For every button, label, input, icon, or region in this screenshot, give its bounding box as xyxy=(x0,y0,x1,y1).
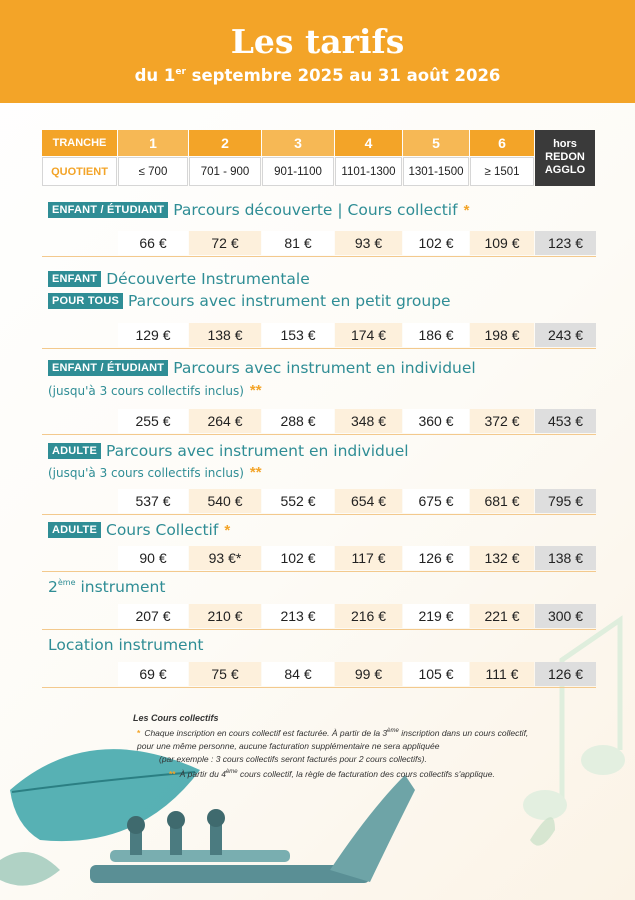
tranche-4: 4 xyxy=(335,130,402,156)
subtitle-start: du 1 xyxy=(134,66,176,85)
badge-pour-tous: POUR TOUS xyxy=(48,293,123,309)
quotient-4: 1101-1300 xyxy=(335,157,402,186)
price-tranche-1: 69 € xyxy=(118,662,188,686)
footnotes-title: Les Cours collectifs xyxy=(133,713,219,723)
tranche-label: TRANCHE xyxy=(42,130,117,156)
tranche-5: 5 xyxy=(403,130,469,156)
footnote-2-text-b: cours collectif, la règle de facturation des cours collectifs s'applique. xyxy=(237,769,495,779)
price-tranche-3: 102 € xyxy=(262,546,334,570)
asterisk: * xyxy=(137,728,141,738)
title-sup: ème xyxy=(57,578,76,587)
footnote-1-text-a: Chaque inscription en cours collectif est facturée. À partir de la 3 xyxy=(144,728,388,738)
hors-line1: hors xyxy=(553,138,577,150)
section-title: Location instrument xyxy=(48,636,204,654)
price-tranche-5: 675 € xyxy=(403,489,469,513)
asterisk: * xyxy=(224,521,231,539)
footnote-1 xyxy=(133,725,533,753)
footnote-1-example: (par exemple : 3 cours collectifs seront facturés pour 2 cours collectifs). xyxy=(159,754,427,764)
badge-enfant-etudiant: ENFANT / ÉTUDIANT xyxy=(48,360,168,376)
section-title xyxy=(48,578,165,596)
quotient-6: ≥ 1501 xyxy=(470,157,534,186)
double-asterisk: ** xyxy=(169,769,176,779)
title-pre: 2 xyxy=(48,578,58,596)
footnote-2 xyxy=(133,766,533,781)
section-5-heading xyxy=(48,521,230,539)
price-tranche-6: 221 € xyxy=(470,604,534,628)
section-3-subheading xyxy=(48,382,262,399)
tranche-1: 1 xyxy=(118,130,188,156)
price-hors-agglo: 453 € xyxy=(535,409,596,433)
section-note: (jusqu'à 3 cours collectifs inclus) xyxy=(48,383,244,398)
section-1-heading xyxy=(48,201,469,219)
section-3-heading xyxy=(48,359,476,377)
price-hors-agglo: 795 € xyxy=(535,489,596,513)
double-asterisk: ** xyxy=(249,382,262,399)
price-row-3 xyxy=(42,409,596,433)
price-tranche-2: 138 € xyxy=(189,323,261,347)
section-7-heading xyxy=(48,636,204,654)
price-hors-agglo: 123 € xyxy=(535,231,596,255)
price-tranche-6: 198 € xyxy=(470,323,534,347)
section-4-subheading xyxy=(48,464,262,481)
price-tranche-1: 129 € xyxy=(118,323,188,347)
price-tranche-4: 174 € xyxy=(335,323,402,347)
section-6-heading xyxy=(48,578,165,596)
price-tranche-3: 153 € xyxy=(262,323,334,347)
price-tranche-1: 537 € xyxy=(118,489,188,513)
tranche-6: 6 xyxy=(470,130,534,156)
badge-enfant-etudiant: ENFANT / ÉTUDIANT xyxy=(48,202,168,218)
footnote-1-sup: ème xyxy=(387,728,399,734)
price-tranche-5: 186 € xyxy=(403,323,469,347)
price-row-7 xyxy=(42,662,596,686)
badge-adulte: ADULTE xyxy=(48,522,101,538)
price-tranche-4: 348 € xyxy=(335,409,402,433)
price-tranche-3: 288 € xyxy=(262,409,334,433)
price-tranche-4: 117 € xyxy=(335,546,402,570)
price-hors-agglo: 126 € xyxy=(535,662,596,686)
price-tranche-5: 102 € xyxy=(403,231,469,255)
section-2-subheading xyxy=(48,292,451,310)
price-tranche-2: 210 € xyxy=(189,604,261,628)
price-tranche-5: 126 € xyxy=(403,546,469,570)
quotient-3: 901-1100 xyxy=(262,157,334,186)
section-note: (jusqu'à 3 cours collectifs inclus) xyxy=(48,465,244,480)
section-title-2: Parcours avec instrument en petit groupe xyxy=(128,292,451,310)
section-title: Parcours découverte | Cours collectif xyxy=(173,201,458,219)
price-tranche-4: 654 € xyxy=(335,489,402,513)
price-row-6 xyxy=(42,604,596,628)
footnote-2-text-a: À partir du 4 xyxy=(179,769,226,779)
hors-line3: AGGLO xyxy=(544,164,586,176)
price-row-1 xyxy=(42,231,596,255)
price-tranche-6: 372 € xyxy=(470,409,534,433)
footnote-2-sup: ème xyxy=(225,769,238,775)
price-tranche-3: 81 € xyxy=(262,231,334,255)
price-tranche-2: 264 € xyxy=(189,409,261,433)
trumpet-illustration xyxy=(70,770,420,900)
price-tranche-3: 84 € xyxy=(262,662,334,686)
price-tranche-2: 540 € xyxy=(189,489,261,513)
footnotes xyxy=(133,712,533,781)
footnote-1-text-b: inscription dans un cours collectif, pour une même personne, aucune facturation supplémentaire ne sera appliquée xyxy=(137,728,529,751)
price-row-2 xyxy=(42,323,596,347)
section-title: Parcours avec instrument en individuel xyxy=(173,359,476,377)
hors-line2: REDON xyxy=(545,151,585,163)
quotient-5: 1301-1500 xyxy=(403,157,469,186)
tranche-3: 3 xyxy=(262,130,334,156)
title-post: instrument xyxy=(75,578,166,596)
price-tranche-6: 681 € xyxy=(470,489,534,513)
badge-enfant: ENFANT xyxy=(48,271,101,287)
price-tranche-3: 552 € xyxy=(262,489,334,513)
quotient-2: 701 - 900 xyxy=(189,157,261,186)
price-tranche-1: 66 € xyxy=(118,231,188,255)
price-tranche-1: 90 € xyxy=(118,546,188,570)
section-2-heading xyxy=(48,270,310,288)
badge-adulte: ADULTE xyxy=(48,443,101,459)
page-title: Les tarifs xyxy=(230,22,405,61)
price-tranche-2: 72 € xyxy=(189,231,261,255)
section-title: Parcours avec instrument en individuel xyxy=(106,442,409,460)
price-tranche-6: 132 € xyxy=(470,546,534,570)
quotient-label: QUOTIENT xyxy=(42,157,117,186)
price-hors-agglo: 243 € xyxy=(535,323,596,347)
asterisk: * xyxy=(463,201,470,219)
price-tranche-3: 213 € xyxy=(262,604,334,628)
price-tranche-4: 216 € xyxy=(335,604,402,628)
price-tranche-2: 93 €* xyxy=(189,546,261,570)
section-4-heading xyxy=(48,442,409,460)
price-tranche-5: 105 € xyxy=(403,662,469,686)
price-tranche-4: 99 € xyxy=(335,662,402,686)
price-tranche-1: 207 € xyxy=(118,604,188,628)
section-title: Cours Collectif xyxy=(106,521,219,539)
page-subtitle xyxy=(0,66,635,85)
hors-redon-agglo-header xyxy=(535,130,595,186)
price-tranche-6: 111 € xyxy=(470,662,534,686)
section-title: Découverte Instrumentale xyxy=(106,270,310,288)
subtitle-end: septembre 2025 au 31 août 2026 xyxy=(185,66,501,85)
tranche-2: 2 xyxy=(189,130,261,156)
quotient-1: ≤ 700 xyxy=(118,157,188,186)
price-tranche-6: 109 € xyxy=(470,231,534,255)
subtitle-sup: er xyxy=(175,67,186,77)
price-hors-agglo: 300 € xyxy=(535,604,596,628)
price-tranche-5: 219 € xyxy=(403,604,469,628)
price-tranche-5: 360 € xyxy=(403,409,469,433)
price-tranche-2: 75 € xyxy=(189,662,261,686)
price-row-5 xyxy=(42,546,596,570)
price-row-4 xyxy=(42,489,596,513)
double-asterisk: ** xyxy=(249,464,262,481)
header-banner xyxy=(0,0,635,103)
price-tranche-4: 93 € xyxy=(335,231,402,255)
price-tranche-1: 255 € xyxy=(118,409,188,433)
price-hors-agglo: 138 € xyxy=(535,546,596,570)
